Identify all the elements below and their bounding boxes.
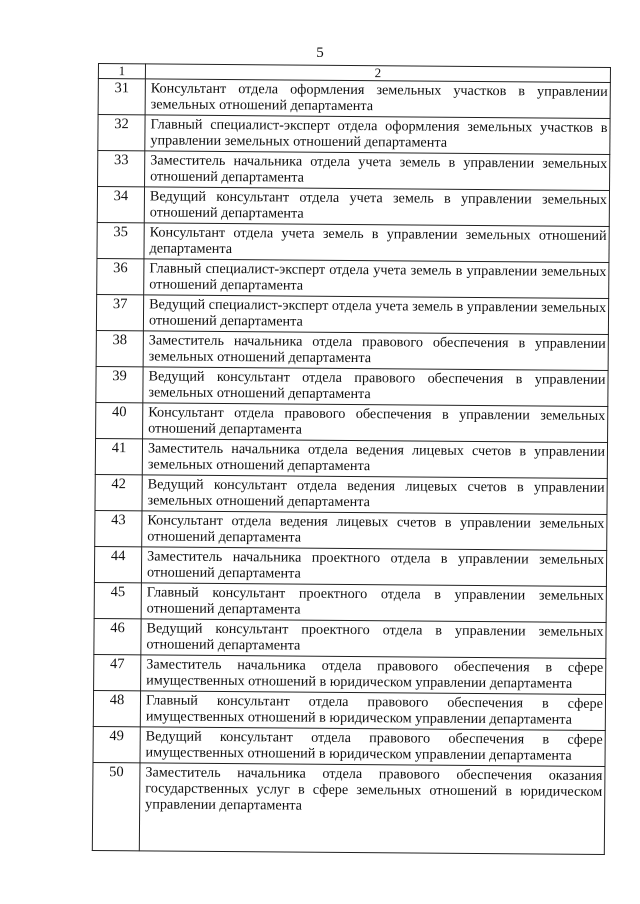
position-title: Главный специалист-эксперт отдела учета земель в управлении земельных отношений департамента — [144, 259, 609, 299]
position-title: Заместитель начальника проектного отдела в управлении земельных отношений департамента — [141, 547, 606, 587]
position-title: Главный консультант проектного отдела в управлении земельных отношений департамента — [141, 583, 606, 623]
position-title: Заместитель начальника отдела правового обеспечения в управлении земельных отношений департамента — [143, 331, 608, 371]
position-title: Главный специалист-эксперт отдела оформления земельных участков в управлении земельных отношений департамента — [145, 115, 610, 155]
row-number: 45 — [94, 582, 141, 618]
table-row — [95, 510, 607, 550]
row-number: 47 — [94, 654, 141, 690]
table-row — [94, 546, 606, 586]
position-title: Ведущий консультант отдела ведения лицевых счетов в управлении земельных отношений департамента — [142, 475, 607, 515]
table-row — [92, 762, 605, 854]
row-number: 36 — [97, 258, 144, 294]
position-title: Главный консультант отдела правового обеспечения в сфере имущественных отношений в юридическом управлении департамента — [140, 691, 605, 731]
table-row — [97, 187, 609, 227]
table-row — [96, 294, 608, 334]
position-title: Заместитель начальника отдела правового обеспечения оказания государственных услуг в сфере земельных отношений в юридическом управлении департамента — [139, 763, 605, 855]
table-row — [98, 79, 610, 119]
position-title: Заместитель начальника отдела правового обеспечения в сфере имущественных отношений в юридическом управлении департамента — [141, 655, 606, 695]
column-header-position: 2 — [145, 64, 610, 83]
row-number: 44 — [94, 546, 141, 582]
position-title: Ведущий специалист-эксперт отдела учета земель в управлении земельных отношений департамента — [143, 295, 608, 335]
table-row — [95, 474, 607, 514]
row-number: 50 — [92, 762, 140, 850]
table-row — [96, 366, 608, 406]
positions-table — [92, 63, 611, 855]
table-row — [96, 402, 608, 442]
table-row — [96, 330, 608, 370]
row-number: 41 — [95, 438, 142, 474]
row-number: 34 — [97, 187, 144, 223]
table-row — [93, 726, 605, 766]
position-title: Консультант отдела оформления земельных участков в управлении земельных отношений департамента — [145, 79, 610, 119]
row-number: 35 — [97, 222, 144, 258]
table-row — [97, 258, 609, 298]
position-title: Заместитель начальника отдела учета земель в управлении земельных отношений департамента — [145, 151, 610, 191]
position-title: Консультант отдела ведения лицевых счетов в управлении земельных отношений департамента — [142, 511, 607, 551]
position-title: Консультант отдела учета земель в управлении земельных отношений департамента — [144, 223, 609, 263]
row-number: 49 — [93, 726, 140, 762]
row-number: 42 — [95, 474, 142, 510]
table-row — [97, 222, 609, 262]
position-title: Ведущий консультант отдела правового обеспечения в управлении земельных отношений департамента — [143, 367, 608, 407]
row-number: 46 — [94, 618, 141, 654]
row-number: 40 — [96, 402, 143, 438]
row-number: 33 — [98, 151, 145, 187]
position-title: Ведущий консультант проектного отдела в управлении земельных отношений департамента — [141, 619, 606, 659]
row-number: 48 — [93, 690, 140, 726]
position-title: Ведущий консультант отдела правового обеспечения в сфере имущественных отношений в юридическом управлении департамента — [140, 727, 605, 767]
table-row — [98, 151, 610, 191]
position-title: Ведущий консультант отдела учета земель в управлении земельных отношений департамента — [144, 187, 609, 227]
table-row — [95, 438, 607, 478]
row-number: 38 — [96, 330, 143, 366]
table-row — [93, 690, 605, 730]
table-row — [94, 582, 606, 622]
table-row — [98, 115, 610, 155]
position-title: Заместитель начальника отдела ведения лицевых счетов в управлении земельных отношений департамента — [142, 439, 607, 479]
position-title: Консультант отдела правового обеспечения в управлении земельных отношений департамента — [143, 403, 608, 443]
row-number: 32 — [98, 115, 145, 151]
row-number: 37 — [96, 294, 143, 330]
table-row — [94, 654, 606, 694]
table-row — [94, 618, 606, 658]
row-number: 39 — [96, 366, 143, 402]
row-number: 31 — [98, 79, 145, 115]
column-header-number: 1 — [98, 64, 145, 79]
row-number: 43 — [95, 510, 142, 546]
page-number: 5 — [316, 45, 324, 61]
